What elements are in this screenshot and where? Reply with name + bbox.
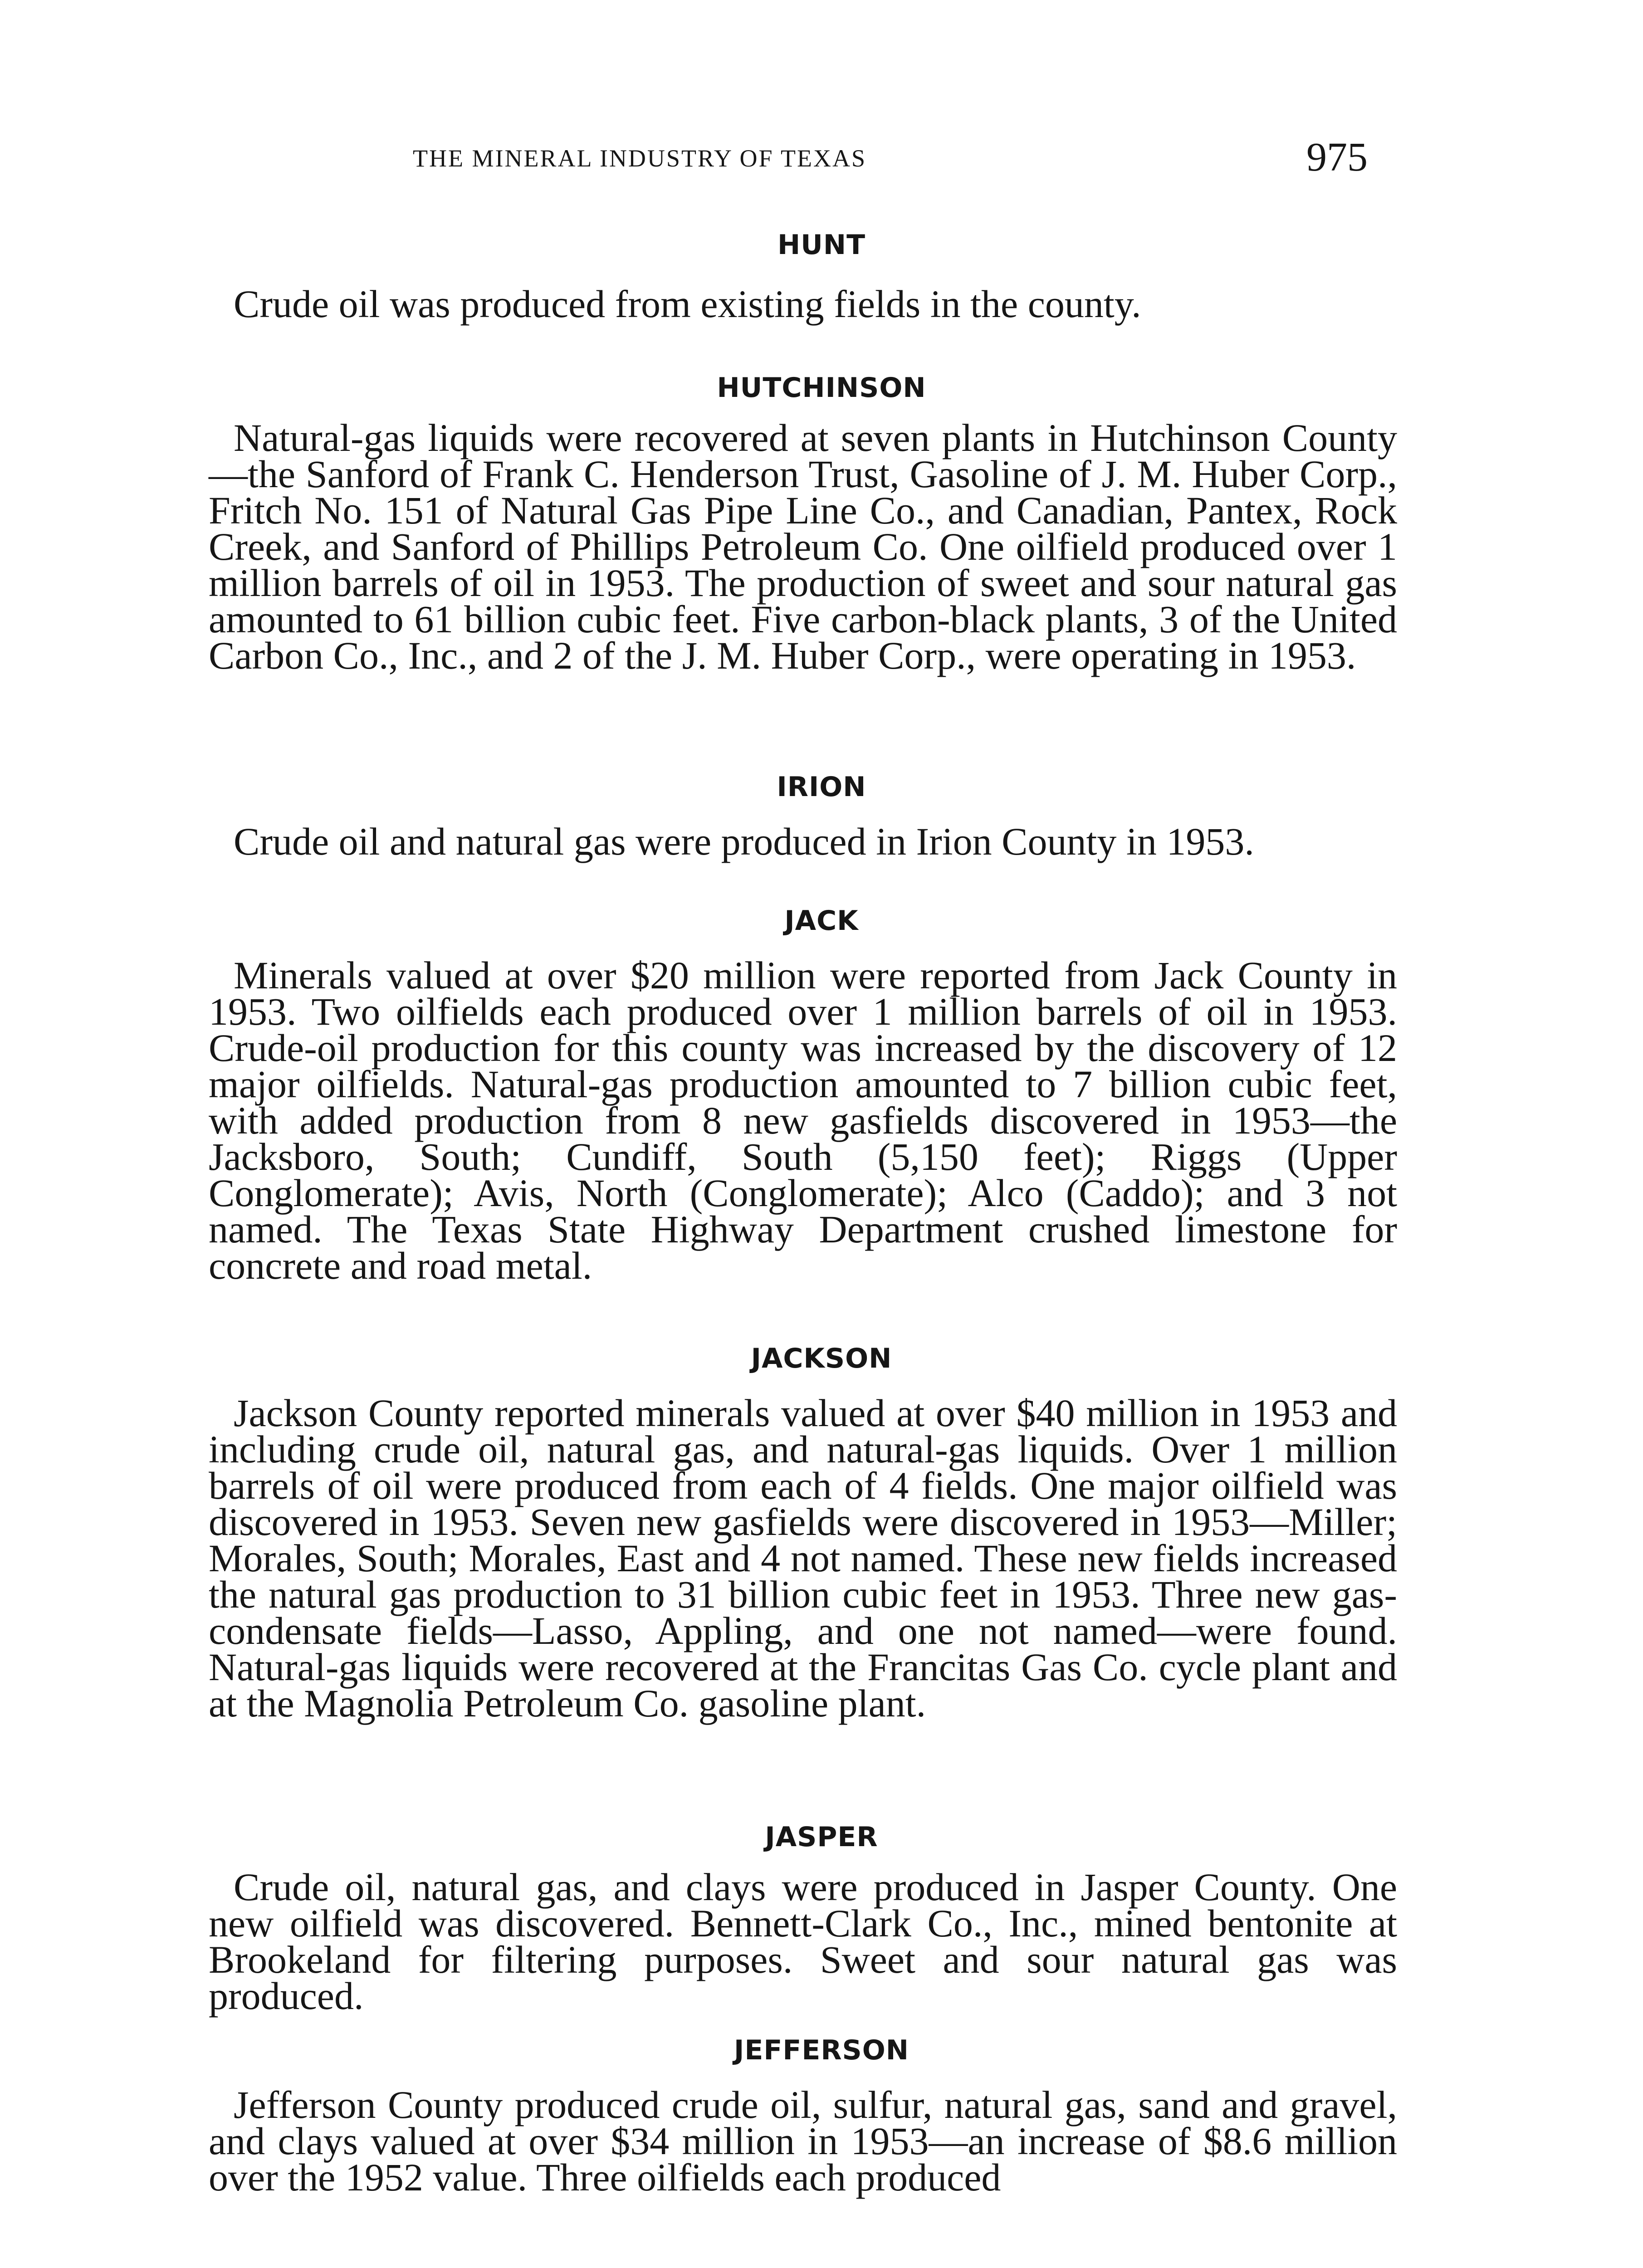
section-heading-jack: JACK (784, 905, 859, 937)
section-heading-hutchinson: HUTCHINSON (717, 372, 926, 404)
section-heading-jasper: JASPER (765, 1821, 878, 1853)
section-heading-irion: IRION (777, 771, 866, 803)
section-text-hunt: Crude oil was produced from existing fields in the county. (234, 282, 1141, 326)
section-heading-jefferson: JEFFERSON (734, 2034, 909, 2066)
section-text-hutchinson: Natural-gas liquids were recovered at seven plants in Hutchinson County—the Sanford of Frank C. Henderson Trust, Gasoline of J. M. Huber Corp., Fritch No. 151 of Natural Gas Pipe Line Co., and Canadian, Pantex, Rock Creek, and Sanford of Phillips Petroleum Co. One oilfield produced over 1 million barrels of oil in 1953. The production of sweet and sour natural gas amounted to 61 billion cubic feet. Five carbon-black plants, 3 of the United Carbon Co., Inc., and 2 of the J. M. Huber Corp., were operating in 1953. (209, 416, 1397, 677)
running-head: THE MINERAL INDUSTRY OF TEXAS (413, 145, 867, 172)
section-text-irion: Crude oil and natural gas were produced in Irion County in 1953. (234, 820, 1254, 863)
page-number: 975 (1306, 135, 1368, 180)
section-text-jasper: Crude oil, natural gas, and clays were produced in Jasper County. One new oilfield was discovered. Bennett-Clark Co., Inc., mined bentonite at Brookeland for filtering purposes. Sweet and sour natural gas was produced. (209, 1865, 1397, 2018)
section-text-jackson: Jackson County reported minerals valued at over $40 million in 1953 and including crude oil, natural gas, and natural-gas liquids. Over 1 million barrels of oil were produced from each of 4 fields. One major oilfield was discovered in 1953. Seven new gasfields were discovered in 1953—Miller; Morales, South; Morales, East and 4 not named. These new fields increased the natural gas production to 31 billion cubic feet in 1953. Three new gas-condensate fields—Lasso, Appling, and one not named—were found. Natural-gas liquids were recovered at the Francitas Gas Co. cycle plant and at the Magnolia Petroleum Co. gasoline plant. (209, 1391, 1397, 1725)
section-heading-hunt: HUNT (777, 229, 866, 261)
section-heading-jackson: JACKSON (751, 1343, 892, 1374)
section-text-jefferson: Jefferson County produced crude oil, sulfur, natural gas, sand and gravel, and clays valued at over $34 million in 1953—an increase of $8.6 million over the 1952 value. Three oilfields each produced (209, 2083, 1397, 2199)
section-text-jack: Minerals valued at over $20 million were reported from Jack County in 1953. Two oilfields each produced over 1 million barrels of oil in 1953. Crude-oil production for this county was increased by the discovery of 12 major oilfields. Natural-gas production amounted to 7 billion cubic feet, with added production from 8 new gasfields discovered in 1953—the Jacksboro, South; Cundiff, South (5,150 feet); Riggs (Upper Conglomerate); Avis, North (Conglomerate); Alco (Caddo); and 3 not named. The Texas State Highway Department crushed limestone for concrete and road metal. (209, 953, 1397, 1287)
